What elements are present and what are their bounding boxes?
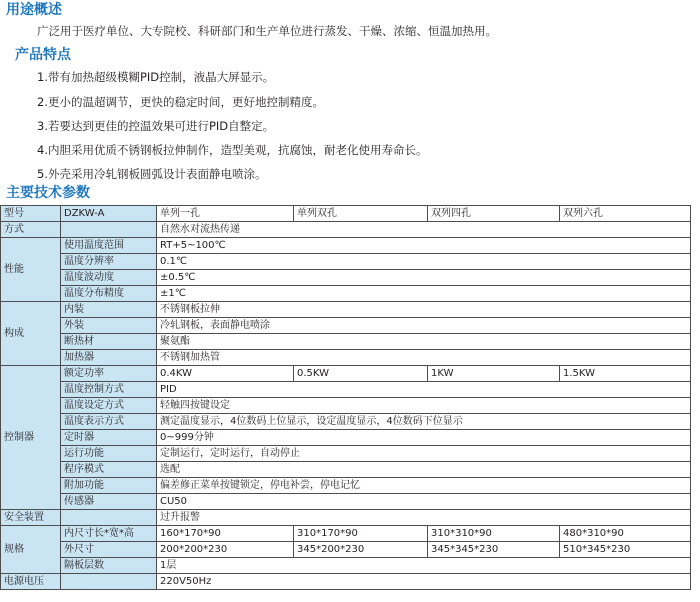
performance-label: 性能 (1, 238, 61, 302)
outer-size-2: 345*200*230 (294, 542, 428, 558)
safety-label: 安全装置 (1, 510, 61, 526)
controller-name: 温度表示方式 (61, 414, 157, 430)
inner-size-1: 160*170*90 (157, 526, 294, 542)
controller-value: 测定温度显示，4位数码上位显示，设定温度显示，4位数码下位显示 (157, 414, 691, 430)
controller-value: 偏差修正菜单按键锁定，停电补尝，停电记忆 (157, 478, 691, 494)
usage-heading: 用途概述 (6, 2, 62, 18)
features-heading: 产品特点 (15, 47, 71, 63)
structure-value: 不锈钢加热管 (157, 350, 691, 366)
variant-3: 双列四孔 (428, 206, 560, 222)
outer-size-4: 510*345*230 (560, 542, 691, 558)
inner-size-4: 480*310*90 (560, 526, 691, 542)
feature-item-4: 4.内胆采用优质不锈钢板拉伸制作，造型美观，抗腐蚀，耐老化使用寿命长。 (37, 143, 428, 157)
power-value-1: 0.4KW (157, 366, 294, 382)
outer-size-name: 外尺寸 (61, 542, 157, 558)
variant-2: 单列双孔 (294, 206, 428, 222)
controller-value: CU50 (157, 494, 691, 510)
outer-size-1: 200*200*230 (157, 542, 294, 558)
size-label: 规格 (1, 526, 61, 574)
controller-value: 选配 (157, 462, 691, 478)
feature-item-1: 1.带有加热超级模糊PID控制，液晶大屏显示。 (37, 70, 275, 84)
method-label: 方式 (1, 222, 61, 238)
power-value-4: 1.5KW (560, 366, 691, 382)
structure-name: 外装 (61, 318, 157, 334)
perf-name: 温度分辨率 (61, 254, 157, 270)
controller-name: 温度设定方式 (61, 398, 157, 414)
safety-blank (61, 510, 157, 526)
controller-value: 轻触四按键设定 (157, 398, 691, 414)
inner-size-3: 310*310*90 (428, 526, 560, 542)
perf-name: 温度分布精度 (61, 286, 157, 302)
controller-name: 温度控制方式 (61, 382, 157, 398)
controller-value: PID (157, 382, 691, 398)
method-value: 自然水对流热传递 (157, 222, 691, 238)
controller-name: 附加功能 (61, 478, 157, 494)
outer-size-3: 345*345*230 (428, 542, 560, 558)
controller-name: 传感器 (61, 494, 157, 510)
controller-value: 定制运行，定时运行，自动停止 (157, 446, 691, 462)
structure-name: 断热材 (61, 334, 157, 350)
perf-value: RT+5~100℃ (157, 238, 691, 254)
power-name: 额定功率 (61, 366, 157, 382)
perf-name: 使用温度范围 (61, 238, 157, 254)
shelf-value: 1层 (157, 558, 691, 574)
power-supply-value: 220V50Hz (157, 574, 691, 590)
usage-text: 广泛用于医疗单位、大专院校、科研部门和生产单位进行蒸发、干燥、浓缩、恒温加热用。 (37, 24, 497, 38)
feature-item-5: 5.外壳采用冷轧钢板圆弧设计表面静电喷涂。 (37, 167, 267, 181)
structure-name: 内装 (61, 302, 157, 318)
controller-name: 运行功能 (61, 446, 157, 462)
safety-value: 过升报警 (157, 510, 691, 526)
model-value: DZKW-A (61, 206, 157, 222)
power-value-2: 0.5KW (294, 366, 428, 382)
structure-value: 不锈钢板拉伸 (157, 302, 691, 318)
structure-value: 聚氨酯 (157, 334, 691, 350)
inner-size-name: 内尺寸长*宽*高 (61, 526, 157, 542)
controller-name: 定时器 (61, 430, 157, 446)
structure-name: 加热器 (61, 350, 157, 366)
feature-item-3: 3.若要达到更佳的控温效果可进行PID自整定。 (37, 119, 275, 133)
shelf-name: 隔板层数 (61, 558, 157, 574)
power-supply-blank (61, 574, 157, 590)
controller-label: 控制器 (1, 366, 61, 510)
structure-label: 构成 (1, 302, 61, 366)
perf-value: ±1℃ (157, 286, 691, 302)
perf-value: ±0.5℃ (157, 270, 691, 286)
power-value-3: 1KW (428, 366, 560, 382)
model-label: 型号 (1, 206, 61, 222)
inner-size-2: 310*170*90 (294, 526, 428, 542)
controller-name: 程序模式 (61, 462, 157, 478)
power-supply-label: 电源电压 (1, 574, 61, 590)
perf-value: 0.1℃ (157, 254, 691, 270)
structure-value: 冷轧钢板，表面静电喷涂 (157, 318, 691, 334)
method-blank (61, 222, 157, 238)
variant-1: 单列一孔 (157, 206, 294, 222)
specs-heading: 主要技术参数 (6, 185, 90, 201)
feature-item-2: 2.更小的温超调节，更快的稳定时间，更好地控制精度。 (37, 95, 324, 109)
variant-4: 双列六孔 (560, 206, 691, 222)
controller-value: 0~999分钟 (157, 430, 691, 446)
perf-name: 温度波动度 (61, 270, 157, 286)
spec-table (0, 205, 691, 590)
